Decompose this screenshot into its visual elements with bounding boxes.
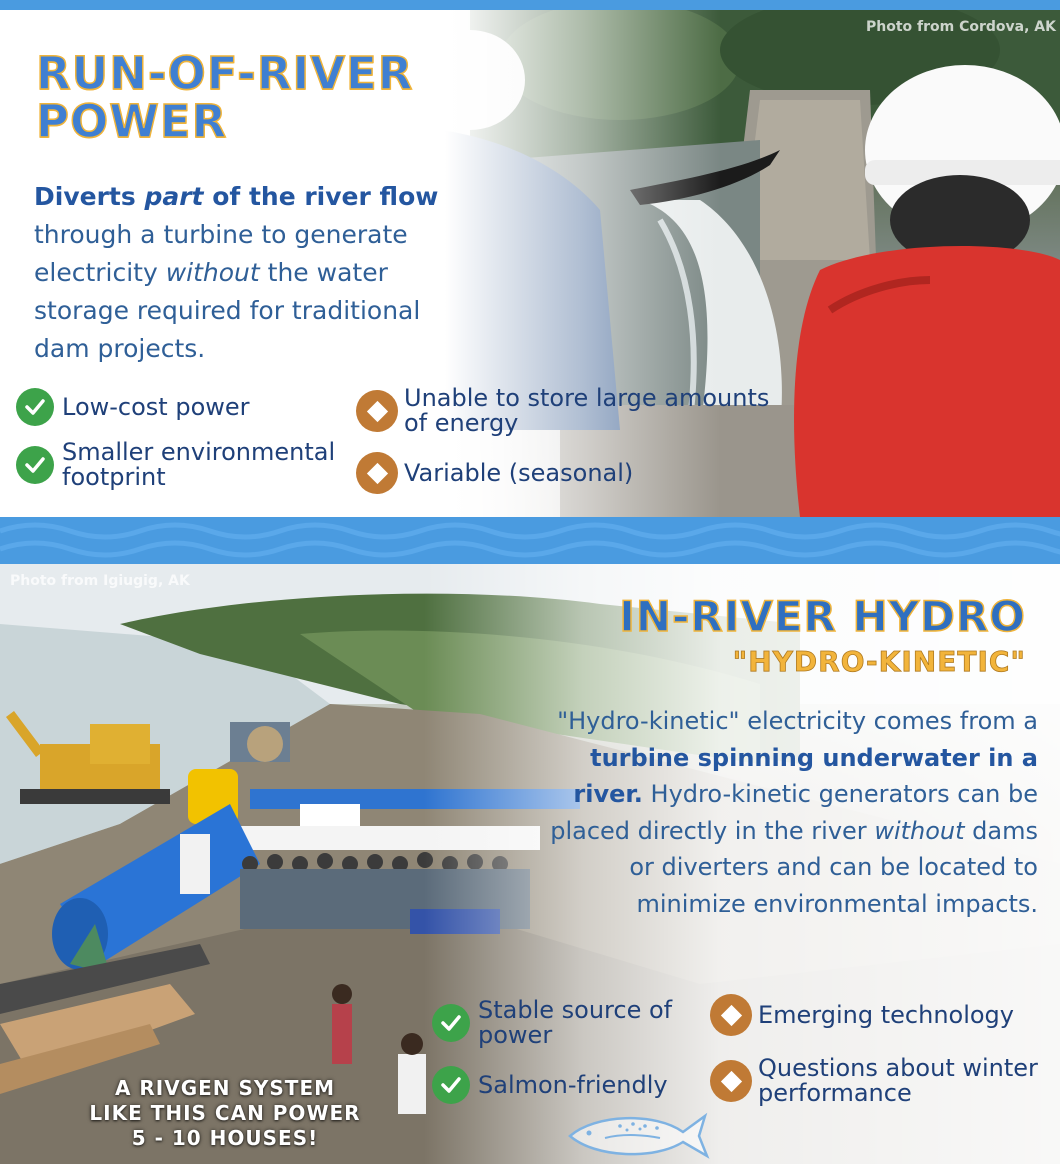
- con-label: Questions about winter performance: [758, 1054, 1038, 1107]
- diamond-circle-icon: [356, 452, 398, 494]
- desc-text-a: through a turbine to generate electricity: [34, 220, 408, 287]
- diamond-circle-icon: [710, 994, 752, 1036]
- pro-item-salmon: [432, 1066, 702, 1104]
- run-of-river-description: [34, 178, 474, 368]
- check-circle-icon: [432, 1066, 470, 1104]
- title-line-2: POWER: [36, 95, 228, 148]
- desc-text-b: Hydro-kinetic generators can be placed directly in the river: [550, 780, 1038, 845]
- wave-divider-band: [0, 517, 1060, 564]
- check-circle-icon: [16, 446, 54, 484]
- top-border-band: [0, 0, 1060, 10]
- con-item-winter: [710, 1056, 1040, 1106]
- salmon-icon: [565, 1104, 715, 1164]
- pro-label: Salmon-friendly: [478, 1070, 668, 1099]
- pro-item-stable: [432, 998, 702, 1048]
- page-title-in-river-hydro: IN-RIVER HYDRO: [619, 592, 1026, 641]
- con-item-variable: [356, 452, 716, 494]
- run-of-river-panel: [0, 10, 1060, 517]
- photo-credit-cordova: Photo from Cordova, AK: [866, 19, 1056, 35]
- diamond-circle-icon: [710, 1060, 752, 1102]
- con-label: Variable (seasonal): [404, 458, 634, 487]
- in-river-description: [538, 703, 1038, 922]
- rivgen-caption: [70, 1076, 380, 1151]
- check-circle-icon: [16, 388, 54, 426]
- pro-label: Smaller environmental footprint: [62, 438, 336, 491]
- caption-line-1: A RIVGEN SYSTEM: [114, 1076, 336, 1100]
- page-title-run-of-river: [36, 47, 466, 148]
- desc-italic: without: [874, 816, 965, 845]
- subtitle-hydro-kinetic: "HYDRO-KINETIC": [732, 645, 1026, 678]
- in-river-hydro-panel: [0, 564, 1060, 1164]
- con-item-emerging: [710, 994, 1050, 1036]
- pro-label: Stable source of power: [478, 996, 673, 1049]
- desc-bold: turbine spinning underwater in a river.: [573, 743, 1038, 808]
- pro-item-footprint: [16, 440, 356, 490]
- desc-text-b: the water storage required for traditional dam projects.: [34, 258, 421, 363]
- check-circle-icon: [432, 1004, 470, 1042]
- caption-line-2: LIKE THIS CAN POWER: [89, 1101, 361, 1125]
- diamond-circle-icon: [356, 390, 398, 432]
- desc-bold-a: Diverts: [34, 182, 145, 211]
- desc-bold-b: of the river flow: [203, 182, 439, 211]
- desc-text-a: "Hydro-kinetic" electricity comes from a: [557, 707, 1038, 735]
- desc-text-c: dams or diverters and can be located to minimize environmental impacts.: [629, 816, 1038, 918]
- con-label: Unable to store large amounts of energy: [404, 384, 770, 437]
- caption-line-3: 5 - 10 HOUSES!: [131, 1126, 319, 1150]
- desc-italic: without: [165, 258, 260, 287]
- desc-bold-italic: part: [144, 182, 204, 211]
- con-item-storage: [356, 386, 796, 436]
- pro-label: Low-cost power: [62, 392, 250, 421]
- photo-credit-igiugig: Photo from Igiugig, AK: [10, 573, 190, 589]
- title-line-1: RUN-OF-RIVER: [36, 47, 414, 100]
- wave-pattern: [0, 517, 1060, 564]
- pro-item-low-cost: [16, 388, 336, 426]
- con-label: Emerging technology: [758, 1000, 1014, 1029]
